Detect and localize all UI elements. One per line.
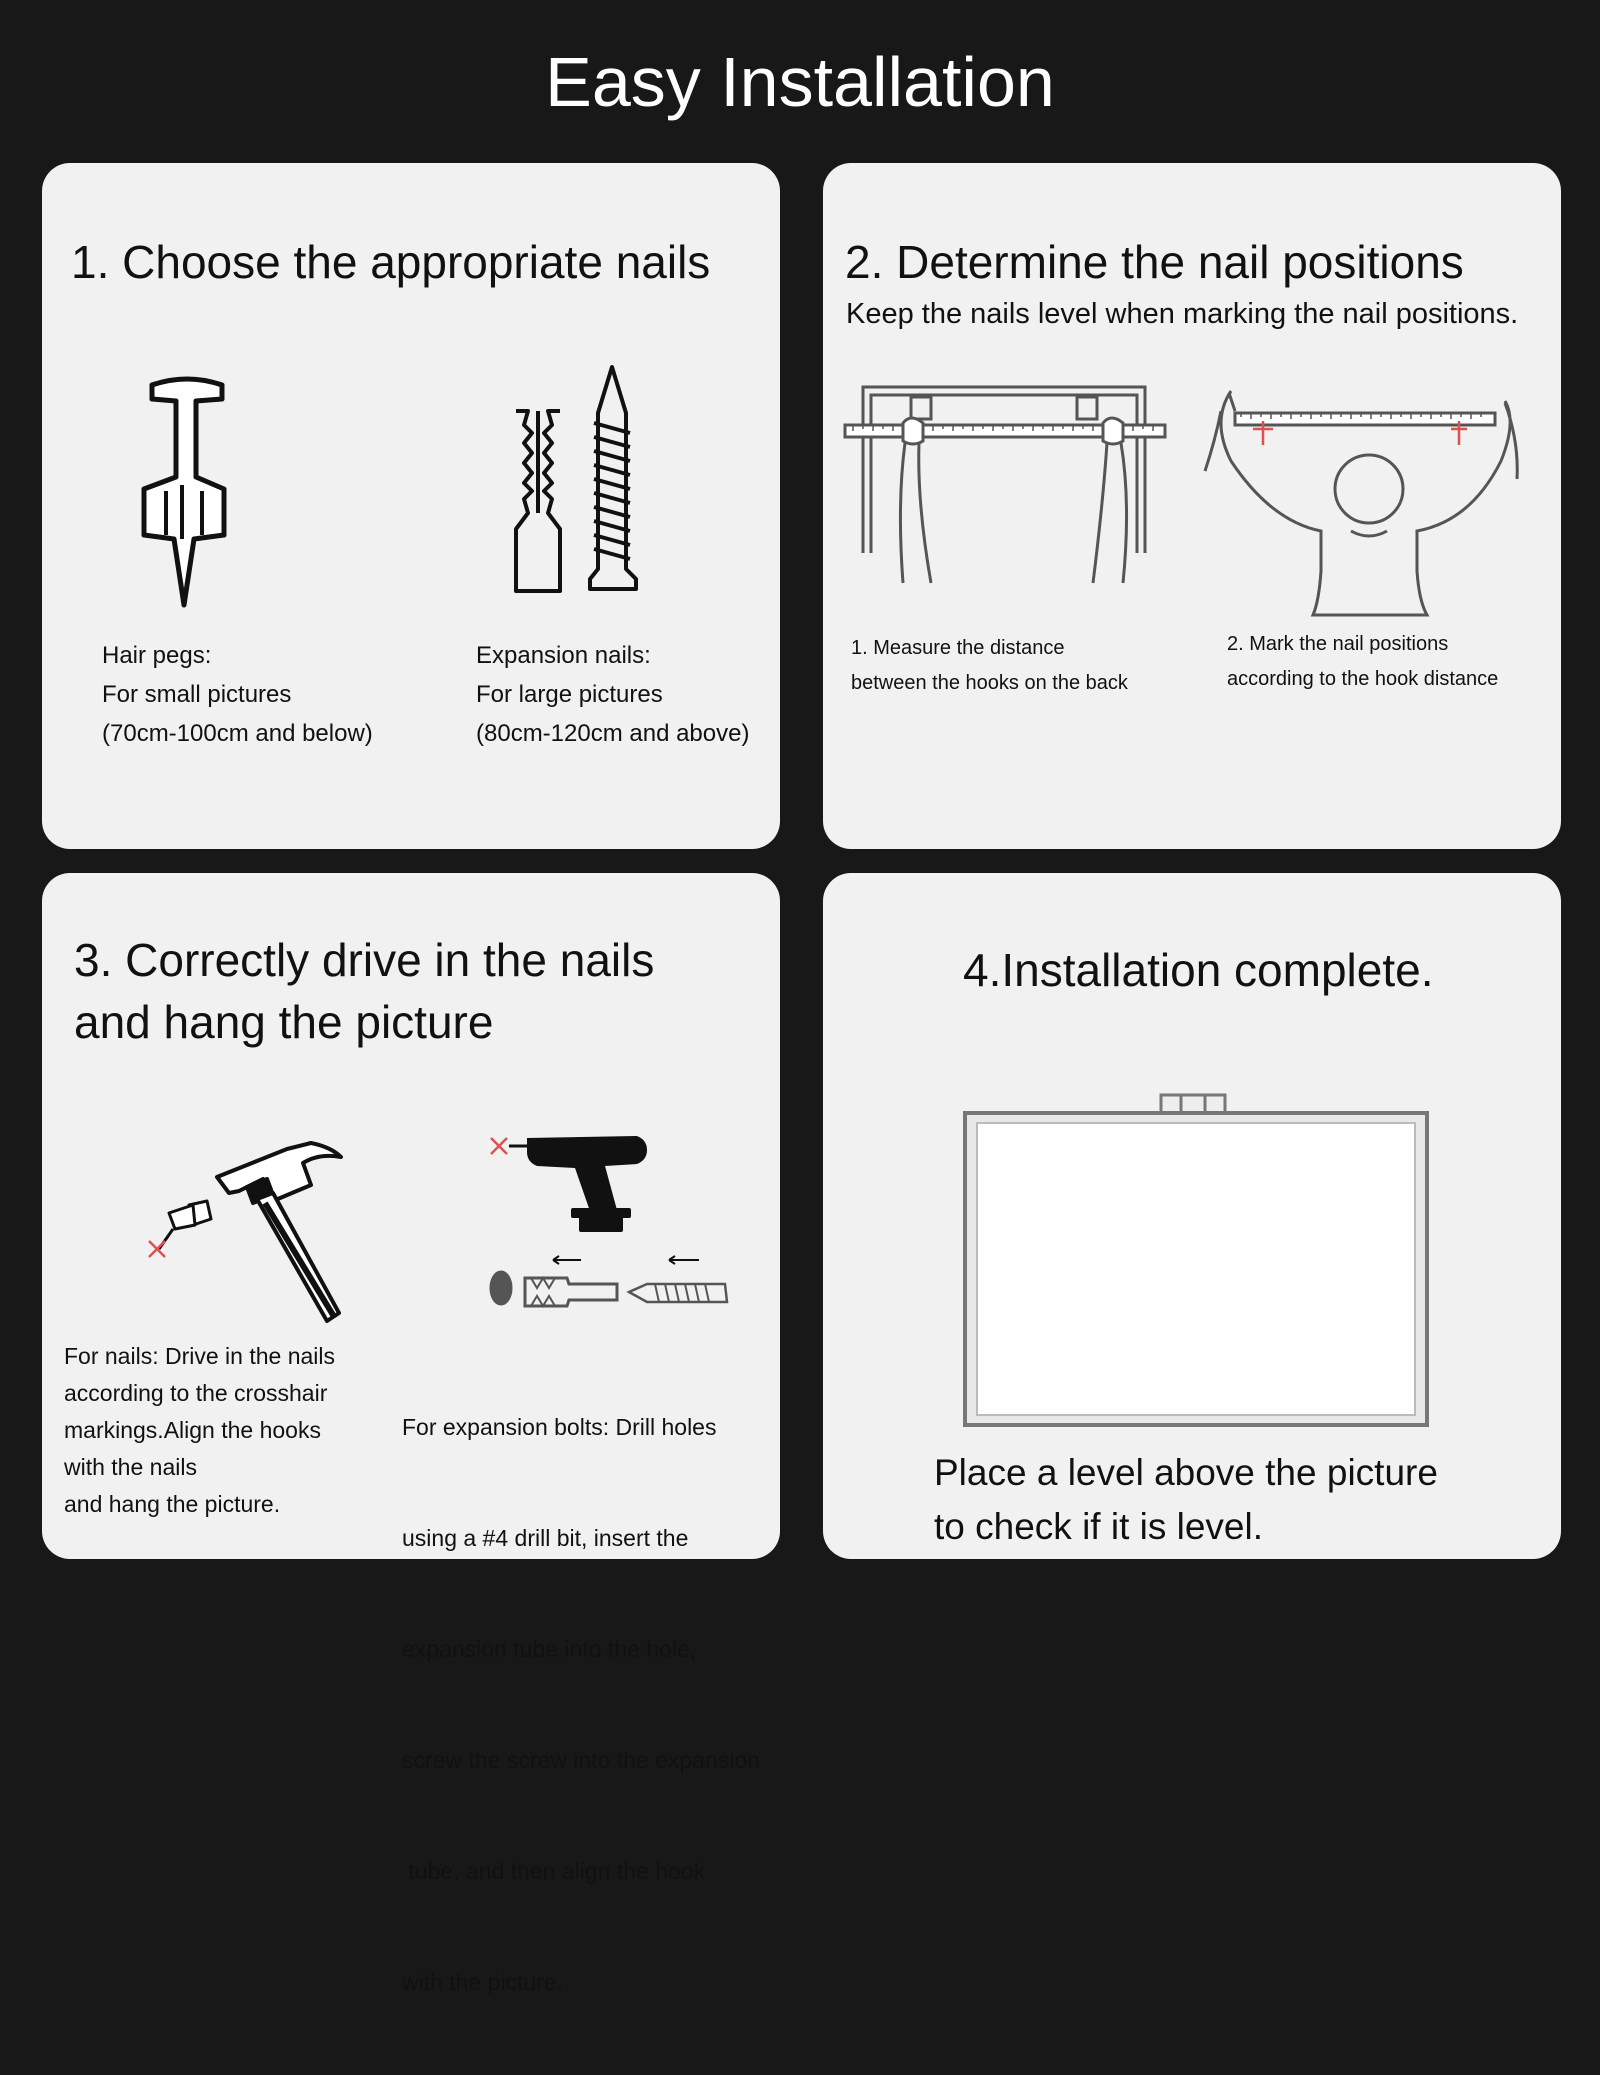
expansion-nails-line: Expansion nails: xyxy=(476,642,651,669)
measure-line: between the hooks on the back xyxy=(851,672,1128,694)
bolts-line: with the picture. xyxy=(402,1969,564,1995)
hair-pegs-line: For small pictures xyxy=(102,681,292,708)
nails-line: For nails: Drive in the nails xyxy=(64,1343,335,1369)
bolts-line: screw the screw into the expansion xyxy=(402,1747,760,1773)
nails-line: markings.Align the hooks xyxy=(64,1417,321,1443)
hair-pegs-line: Hair pegs: xyxy=(102,642,212,669)
page-title: Easy Installation xyxy=(545,43,1055,121)
step-3-card xyxy=(42,873,780,1995)
mark-caption xyxy=(1227,627,1498,697)
step-1-card xyxy=(42,163,780,849)
measure-hooks-illustration xyxy=(841,383,1171,593)
step-4-line: Place a level above the picture xyxy=(934,1452,1438,1493)
mark-line: 2. Mark the nail positions xyxy=(1227,633,1449,655)
bolts-line: expansion tube into the hole, xyxy=(402,1636,697,1662)
drill-icon xyxy=(487,1138,717,1338)
step-3-heading-line: 3. Correctly drive in the nails xyxy=(74,934,655,986)
nails-line: and hang the picture. xyxy=(64,1491,281,1517)
mark-positions-illustration xyxy=(1201,381,1531,621)
nails-line: according to the crosshair xyxy=(64,1380,328,1406)
bolts-line: using a #4 drill bit, insert the xyxy=(402,1525,689,1551)
expansion-nails-line: For large pictures xyxy=(476,681,663,708)
expansion-nails-caption xyxy=(476,636,749,753)
measure-caption xyxy=(851,631,1128,701)
step-4-line: to check if it is level. xyxy=(934,1506,1264,1547)
step-2-subtitle: Keep the nails level when marking the nail positions. xyxy=(846,298,1519,330)
bolts-line: tube, and then align the hook xyxy=(402,1858,706,1884)
mark-line: according to the hook distance xyxy=(1227,668,1499,690)
step-3-heading-line: and hang the picture xyxy=(74,996,494,1048)
nails-instructions xyxy=(64,1338,335,1523)
step-4-instructions xyxy=(934,1446,1438,1554)
nails-line: with the nails xyxy=(64,1454,197,1480)
picture-frame-illustration xyxy=(961,1093,1431,1433)
expansion-nail-icon xyxy=(502,363,662,603)
hair-peg-icon xyxy=(132,375,242,615)
step-4-heading: 4.Installation complete. xyxy=(963,944,1434,996)
hammer-icon xyxy=(97,1143,397,1343)
step-1-heading: 1. Choose the appropriate nails xyxy=(71,236,711,288)
step-4-card xyxy=(823,873,1561,1559)
step-2-card xyxy=(823,163,1561,849)
bolts-line: For expansion bolts: Drill holes xyxy=(402,1414,717,1440)
measure-line: 1. Measure the distance xyxy=(851,637,1065,659)
bolts-instructions xyxy=(402,1335,760,2075)
hair-pegs-caption xyxy=(102,636,373,753)
step-2-heading: 2. Determine the nail positions xyxy=(845,236,1464,288)
step-3-heading xyxy=(74,929,654,1053)
hair-pegs-line: (70cm-100cm and below) xyxy=(102,720,373,747)
expansion-nails-line: (80cm-120cm and above) xyxy=(476,720,750,747)
